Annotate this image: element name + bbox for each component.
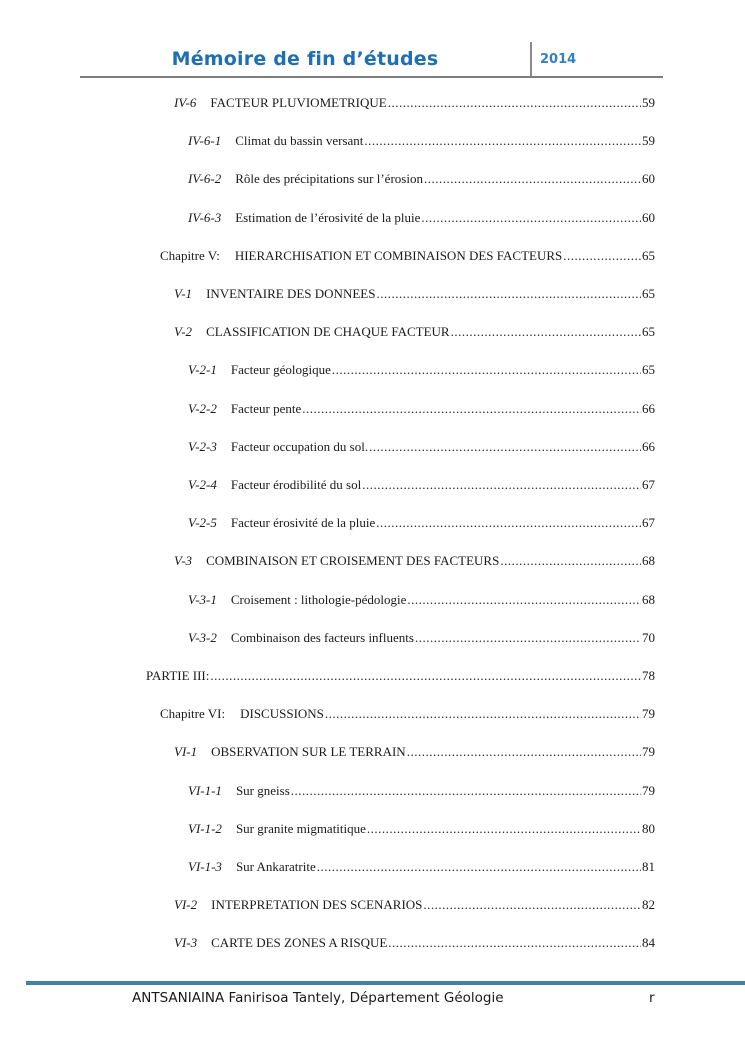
- toc-leader-dots: [388, 934, 641, 952]
- toc-entry-title: Croisement : lithologie-pédologie: [230, 591, 407, 607]
- toc-entry[interactable]: [174, 896, 655, 914]
- toc-entry[interactable]: [174, 323, 655, 341]
- toc-leader-dots: [421, 209, 641, 227]
- toc-entry-number: V-2: [174, 324, 193, 340]
- toc-entry[interactable]: [188, 514, 655, 532]
- toc-leader-dots: [332, 361, 641, 379]
- toc-leader-dots: [424, 170, 641, 188]
- toc-entry[interactable]: [188, 132, 655, 150]
- footer-author: ANTSANIAINA Fanirisoa Tantely, Département Géologie: [132, 990, 504, 1006]
- toc-entry[interactable]: [146, 667, 655, 685]
- toc-entry[interactable]: [174, 285, 655, 303]
- toc-leader-dots: [369, 438, 641, 456]
- toc-entry-title: Facteur occupation du sol.: [230, 438, 369, 454]
- toc-entry[interactable]: [160, 705, 655, 723]
- toc-entry-number: VI-1-2: [188, 820, 222, 836]
- toc-leader-dots: [407, 591, 641, 609]
- toc-entry[interactable]: [188, 438, 655, 456]
- toc-entry-title: OBSERVATION SUR LE TERRAIN: [211, 744, 406, 760]
- toc-entry-page: 67: [642, 477, 655, 492]
- toc-entry-page: 66: [642, 400, 655, 416]
- toc-entry[interactable]: [188, 782, 655, 800]
- toc-entry-title: PARTIE III:: [146, 668, 210, 683]
- toc-entry[interactable]: [174, 743, 655, 761]
- footer-page-number: r: [649, 990, 655, 1006]
- header-separator: [530, 42, 532, 76]
- toc-leader-dots: [210, 667, 641, 685]
- toc-entry[interactable]: [188, 400, 655, 418]
- toc-entry-number: V-3-1: [188, 591, 217, 607]
- toc-entry-title: FACTEUR PLUVIOMETRIQUE: [210, 95, 387, 110]
- toc-entry-page: 80: [642, 820, 655, 836]
- toc-entry-page: 79: [642, 706, 655, 722]
- toc-entry-title: DISCUSSIONS: [240, 706, 324, 722]
- toc-entry[interactable]: [188, 858, 655, 876]
- toc-leader-dots: [364, 132, 641, 150]
- toc-entry-page: 60: [642, 171, 655, 187]
- toc-entry-page: 65: [642, 286, 655, 301]
- toc-leader-dots: [302, 400, 641, 418]
- toc-entry-number: Chapitre V:: [160, 247, 220, 263]
- toc-leader-dots: [451, 323, 641, 341]
- toc-leader-dots: [423, 896, 641, 914]
- toc-entry-page: 78: [642, 668, 655, 683]
- toc-entry[interactable]: [160, 247, 655, 265]
- toc-entry-number: IV-6-2: [188, 171, 222, 187]
- toc-entry-page: 59: [642, 133, 655, 149]
- toc-entry-page: 65: [642, 247, 655, 263]
- toc-leader-dots: [388, 94, 641, 112]
- toc-entry-title: Sur granite migmatitique: [235, 820, 366, 836]
- toc-entry-title: CARTE DES ZONES A RISQUE: [211, 935, 388, 951]
- toc-entry-title: INVENTAIRE DES DONNEES: [206, 286, 376, 301]
- toc-entry[interactable]: [188, 629, 655, 647]
- toc-entry[interactable]: [188, 170, 655, 188]
- toc-leader-dots: [367, 820, 641, 838]
- toc-entry[interactable]: [188, 209, 655, 227]
- header-title: Mémoire de fin d’études: [171, 48, 439, 70]
- toc-entry-title: Facteur érosivité de la pluie: [230, 515, 376, 531]
- toc-leader-dots: [407, 743, 641, 761]
- toc-entry[interactable]: [188, 361, 655, 379]
- toc-entry-title: CLASSIFICATION DE CHAQUE FACTEUR: [206, 324, 450, 340]
- toc-entry-number: V-3: [174, 553, 193, 569]
- toc-entry-title: Facteur érodibilité du sol: [230, 477, 362, 492]
- toc-entry[interactable]: [188, 476, 655, 494]
- toc-entry-title: INTERPRETATION DES SCENARIOS: [211, 897, 423, 913]
- toc-entry-page: 66: [642, 438, 655, 454]
- toc-entry-number: VI-3: [174, 935, 198, 951]
- toc-entry-title: Sur Ankaratrite: [235, 859, 316, 874]
- toc-entry-title: HIERARCHISATION ET COMBINAISON DES FACTEURS: [234, 247, 563, 263]
- toc-entry-title: Sur gneiss: [235, 782, 290, 798]
- toc-entry-number: V-2-2: [188, 400, 217, 416]
- toc-entry[interactable]: [174, 94, 655, 112]
- toc-entry-page: 67: [642, 515, 655, 531]
- toc-entry-page: 65: [642, 362, 655, 378]
- toc-entry-page: 68: [642, 591, 655, 607]
- toc-entry-title: Climat du bassin versant: [235, 133, 364, 149]
- toc-entry[interactable]: [174, 934, 655, 952]
- toc-entry-number: VI-1-3: [188, 859, 222, 874]
- toc-entry-page: 59: [642, 95, 655, 110]
- toc-entry-number: Chapitre VI:: [160, 706, 226, 722]
- header-rule: [80, 76, 663, 78]
- toc-entry-page: 79: [642, 782, 655, 798]
- toc-entry-number: V-2-3: [188, 438, 217, 454]
- toc-entry-page: 79: [642, 744, 655, 760]
- toc-leader-dots: [376, 285, 641, 303]
- toc-leader-dots: [291, 782, 641, 800]
- toc-entry-title: Facteur géologique: [230, 362, 331, 378]
- toc-leader-dots: [325, 705, 641, 723]
- toc-leader-dots: [500, 552, 641, 570]
- toc-entry-title: Rôle des précipitations sur l’érosion: [235, 171, 423, 187]
- toc-entry[interactable]: [174, 552, 655, 570]
- toc-entry-number: V-2-4: [188, 477, 217, 492]
- toc-entry[interactable]: [188, 820, 655, 838]
- toc-entry-number: IV-6: [174, 95, 197, 110]
- toc-entry-number: V-2-5: [188, 515, 217, 531]
- header-year: 2014: [540, 52, 577, 67]
- toc-entry-number: IV-6-1: [188, 133, 222, 149]
- toc-entry-number: V-3-2: [188, 629, 217, 645]
- toc-entry-number: IV-6-3: [188, 209, 222, 225]
- toc-entry-title: Combinaison des facteurs influents: [230, 629, 414, 645]
- toc-entry-number: VI-2: [174, 897, 198, 913]
- toc-entry-number: V-1: [174, 286, 193, 301]
- toc-leader-dots: [317, 858, 641, 876]
- toc-entry-page: 81: [642, 859, 655, 874]
- toc-entry-title: COMBINAISON ET CROISEMENT DES FACTEURS: [206, 553, 500, 569]
- toc-entry[interactable]: [188, 591, 655, 609]
- toc-entry-title: Estimation de l’érosivité de la pluie: [235, 209, 421, 225]
- toc-entry-number: VI-1: [174, 744, 198, 760]
- toc-entry-page: 84: [642, 935, 655, 951]
- toc-entry-page: 68: [642, 553, 655, 569]
- toc-entry-page: 65: [642, 324, 655, 340]
- toc-leader-dots: [376, 514, 641, 532]
- toc-leader-dots: [563, 247, 641, 265]
- page-header: [80, 40, 663, 78]
- toc-entry-number: V-2-1: [188, 362, 217, 378]
- footer-rule: [26, 981, 745, 985]
- toc-leader-dots: [362, 476, 641, 494]
- toc-entry-number: VI-1-1: [188, 782, 222, 798]
- toc-entry-page: 60: [642, 209, 655, 225]
- toc-entry-title: Facteur pente: [230, 400, 302, 416]
- toc-leader-dots: [415, 629, 641, 647]
- toc-entry-page: 70: [642, 629, 655, 645]
- toc-entry-page: 82: [642, 897, 655, 913]
